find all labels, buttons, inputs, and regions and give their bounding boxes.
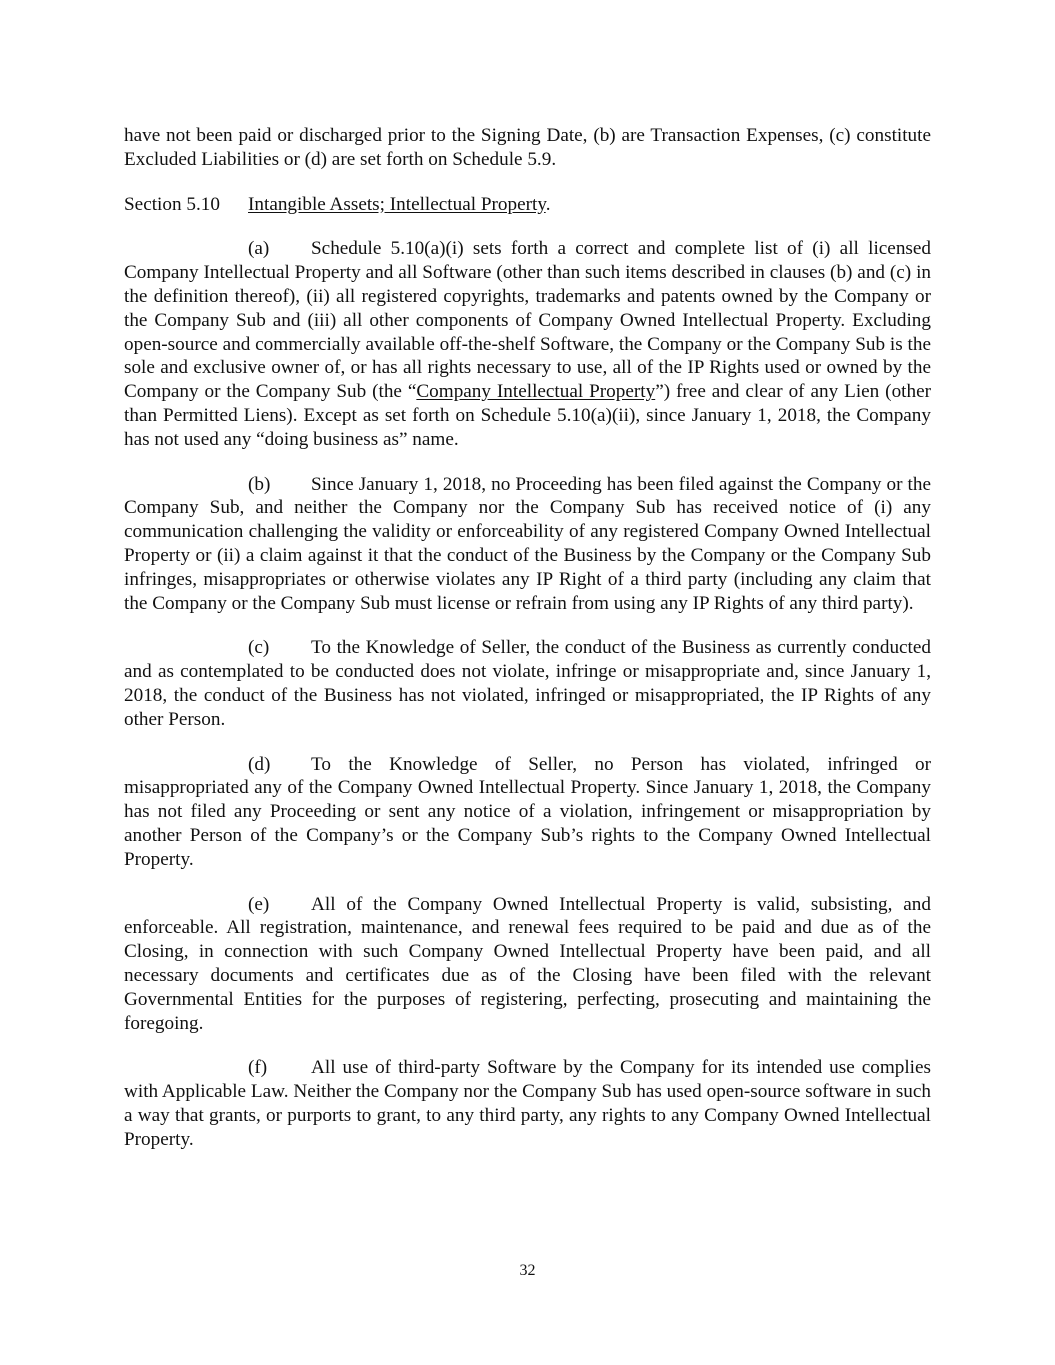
- paragraph-d: [124, 753, 931, 872]
- paragraph-text: All of the Company Owned Intellectual Property is valid, subsisting, and enforceable. All registration, maintenance, and renewal fees required to be paid and due as of the Closing, in connection with such Company Owned Intellectual Property have been paid, and all necessary documents and certificates due as of the Closing have been filed with the relevant Governmental Entities for the purposes of registering, perfecting, prosecuting and maintaining the foregoing.: [124, 893, 931, 1034]
- paragraph-f: [124, 1056, 931, 1151]
- paragraph-e: [124, 893, 931, 1036]
- section-number: Section 5.10: [124, 193, 220, 215]
- paragraph-c: [124, 636, 931, 731]
- paragraph-a: [124, 237, 931, 451]
- paragraph-text: To the Knowledge of Seller, no Person has violated, infringed or misappropriated any of the Company Owned Intellectual Property. Since January 1, 2018, the Company has not filed any Proceeding or sent any notice of a violation, infringement or misappropriation by another Person of the Company’s or the Company Sub’s rights to the Company Owned Intellectual Property.: [124, 753, 931, 870]
- paragraph-text: Schedule 5.10(a)(i) sets forth a correct and complete list of (i) all licensed Company Intellectual Property and all Software (other than such items described in clauses (b) and (c) in the definition thereof), (ii) all registered copyrights, trademarks and patents owned by the Company or the Company Sub and (iii) all other components of Company Owned Intellectual Property. Excluding open-source and commercially available off-the-shelf Software, the Company or the Company Sub is the sole and exclusive owner of, or has all rights necessary to use, all of the IP Rights used or owned by the Company or the Company Sub (the “: [124, 238, 931, 403]
- page-number: 32: [519, 1262, 536, 1279]
- paragraph-b: [124, 473, 931, 616]
- defined-term: Company Intellectual Property: [416, 381, 656, 403]
- paragraph-label: (f): [248, 1057, 268, 1079]
- paragraph-text: To the Knowledge of Seller, the conduct of the Business as currently conducted and as contemplated to be conducted does not violate, infringe or misappropriate and, since January 1, 2018, the conduct of the Business has not violated, infringed or misappropriated, the IP Rights of any other Person.: [124, 637, 931, 730]
- paragraph-text: All use of third-party Software by the Company for its intended use complies with Applicable Law. Neither the Company nor the Company Sub has used open-source software in such a way that grants, or purports to grant, to any third party, any rights to any Company Owned Intellectual Property.: [124, 1057, 931, 1150]
- paragraph-label: (a): [248, 238, 270, 260]
- paragraph-text: ”) free and clear of any Lien (other than Permitted Liens). Except as set forth on Schedule 5.10(a)(ii), since January 1, 2018, the Company has not used any “doing business as” name.: [124, 381, 931, 450]
- paragraph-label: (c): [248, 637, 270, 659]
- document-page: [124, 124, 931, 1151]
- paragraph-label: (b): [248, 473, 271, 495]
- intro-paragraph: have not been paid or discharged prior to the Signing Date, (b) are Transaction Expenses, (c) constitute Excluded Liabilities or (d) are set forth on Schedule 5.9.: [124, 125, 931, 170]
- paragraph-text: Since January 1, 2018, no Proceeding has been filed against the Company or the Company Sub, and neither the Company nor the Company Sub has received notice of (i) any communication challenging the validity or enforceability of any registered Company Owned Intellectual Property or (ii) a claim against it that the conduct of the Business by the Company or the Company Sub infringes, misappropriates or otherwise violates any IP Right of a third party (including any claim that the Company or the Company Sub must license or refrain from using any IP Rights of any third party).: [124, 473, 931, 614]
- section-title: Intangible Assets; Intellectual Property: [248, 193, 546, 215]
- paragraph-label: (d): [248, 753, 271, 775]
- paragraph-label: (e): [248, 893, 270, 915]
- section-title-suffix: .: [545, 193, 551, 215]
- section-heading: [124, 193, 931, 217]
